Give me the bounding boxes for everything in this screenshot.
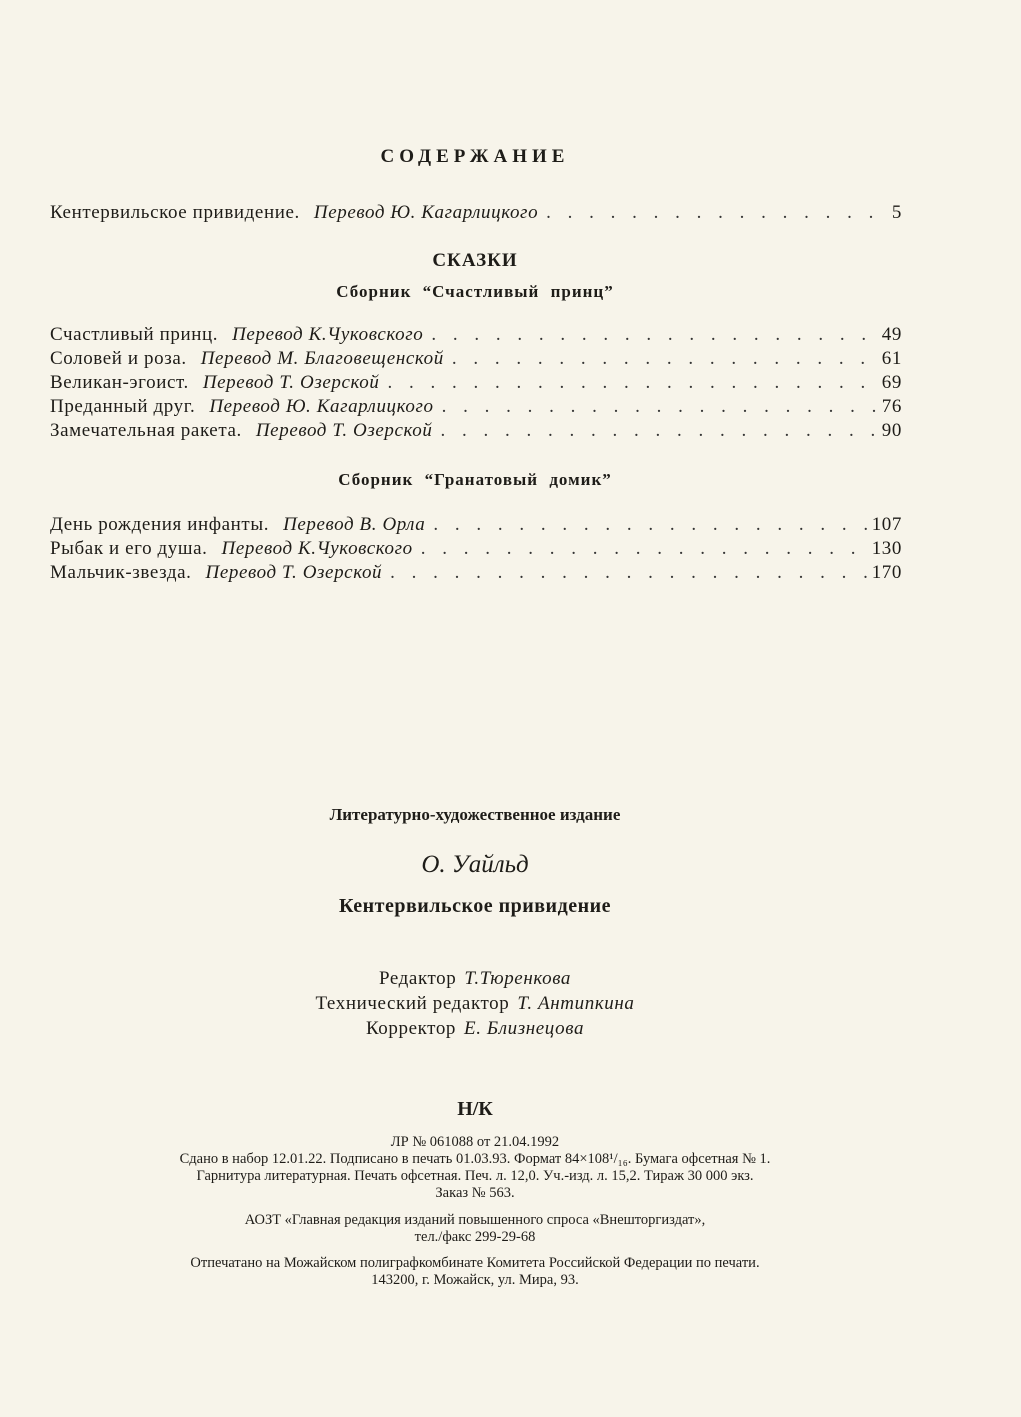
- toc-entry: [50, 348, 902, 372]
- toc-entry: [50, 324, 902, 348]
- toc-entry: [50, 372, 902, 396]
- toc-entry-title: Кентервильское привидение.: [50, 202, 300, 223]
- credit-name: Т.Тюренкова: [464, 968, 572, 989]
- toc-entry-translator: Перевод Ю. Кагарлицкого: [313, 202, 539, 223]
- toc-entry-title: Преданный друг.: [50, 396, 196, 417]
- toc-entry-translator: Перевод Ю. Кагарлицкого: [209, 396, 434, 417]
- credit-role: Редактор: [378, 968, 457, 989]
- edition-type: Литературно-художественное издание: [329, 805, 621, 824]
- toc-leader-dots: [452, 348, 878, 370]
- toc-entry-page: 69: [881, 372, 902, 393]
- toc-entry-page: 90: [881, 420, 902, 441]
- imprint-line: Заказ № 563.: [435, 1185, 515, 1201]
- nk-mark: Н/К: [457, 1098, 493, 1120]
- toc-entry-translator: Перевод М. Благовещенской: [200, 348, 444, 369]
- credit-name: Е. Близнецова: [464, 1018, 585, 1039]
- collection-heading: Сборник “Гранатовый домик”: [338, 470, 612, 489]
- toc-leader-dots: [431, 324, 877, 346]
- toc-entry-translator: Перевод В. Орла: [283, 514, 426, 535]
- toc-entry-page: 49: [881, 324, 902, 345]
- toc-entry-title: День рождения инфанты.: [50, 514, 270, 535]
- credit-tech-editor: [0, 993, 950, 1015]
- toc-entry-title: Счастливый принц.: [50, 324, 219, 345]
- toc-entry-translator: Перевод К.Чуковского: [232, 324, 424, 345]
- toc-leader-dots: [442, 396, 878, 418]
- toc-entry-title: Соловей и роза.: [50, 348, 187, 369]
- credit-editor: [0, 968, 950, 990]
- printer-block: [0, 1255, 950, 1289]
- collection-heading: Сборник “Счастливый принц”: [336, 282, 614, 301]
- toc-entry-translator: Перевод Т. Озерской: [255, 420, 433, 441]
- imprint-line: Сдано в набор 12.01.22. Подписано в печать 01.03.93. Формат 84×108¹/₁₆. Бумага офсетная № 1.: [179, 1151, 771, 1167]
- imprint-block: [0, 1134, 950, 1202]
- toc-entry: [50, 202, 902, 226]
- toc-entry-title: Великан-эгоист.: [50, 372, 189, 393]
- author-name: О. Уайльд: [421, 851, 529, 878]
- section-heading-tales: СКАЗКИ: [432, 250, 518, 271]
- toc-entry: [50, 420, 902, 444]
- credit-proofreader: [0, 1018, 950, 1040]
- printer-line: Отпечатано на Можайском полиграфкомбинате Комитета Российской Федерации по печати.: [190, 1255, 760, 1271]
- toc-entry: [50, 538, 902, 562]
- toc-entry: [50, 514, 902, 538]
- publisher-block: [0, 1212, 950, 1246]
- toc-leader-dots: [433, 514, 867, 536]
- toc-entry-title: Замечательная ракета.: [50, 420, 242, 441]
- book-title: Кентервильское привидение: [338, 895, 611, 917]
- credit-role: Корректор: [365, 1018, 457, 1039]
- imprint-license: ЛР № 061088 от 21.04.1992: [390, 1134, 560, 1150]
- credit-role: Технический редактор: [315, 993, 510, 1014]
- toc-leader-dots: [546, 202, 888, 224]
- credit-name: Т. Антипкина: [517, 993, 635, 1014]
- toc-entry-title: Рыбак и его душа.: [50, 538, 208, 559]
- toc-entry-page: 5: [891, 202, 902, 223]
- toc-entry-page: 130: [871, 538, 902, 559]
- imprint-line: Гарнитура литературная. Печать офсетная. Печ. л. 12,0. Уч.-изд. л. 15,2. Тираж 30 000 экз.: [196, 1168, 754, 1184]
- toc-entry-page: 76: [881, 396, 902, 417]
- toc-entry-translator: Перевод Т. Озерской: [205, 562, 383, 583]
- toc-entry-title: Мальчик-звезда.: [50, 562, 192, 583]
- toc-leader-dots: [421, 538, 868, 560]
- publisher-line: тел./факс 299-29-68: [414, 1229, 536, 1245]
- toc-entry-page: 61: [881, 348, 902, 369]
- toc-entry-translator: Перевод К.Чуковского: [221, 538, 413, 559]
- toc-entry-translator: Перевод Т. Озерской: [202, 372, 380, 393]
- contents-heading: СОДЕРЖАНИЕ: [380, 146, 570, 167]
- publisher-line: АОЗТ «Главная редакция изданий повышенного спроса «Внешторгиздат»,: [244, 1212, 706, 1228]
- toc-entry-page: 107: [871, 514, 902, 535]
- toc-leader-dots: [390, 562, 868, 584]
- toc-entry: [50, 396, 902, 420]
- toc-entry: [50, 562, 902, 586]
- toc-leader-dots: [387, 372, 877, 394]
- printer-line: 143200, г. Можайск, ул. Мира, 93.: [371, 1272, 579, 1288]
- toc-leader-dots: [441, 420, 878, 442]
- toc-entry-page: 170: [871, 562, 902, 583]
